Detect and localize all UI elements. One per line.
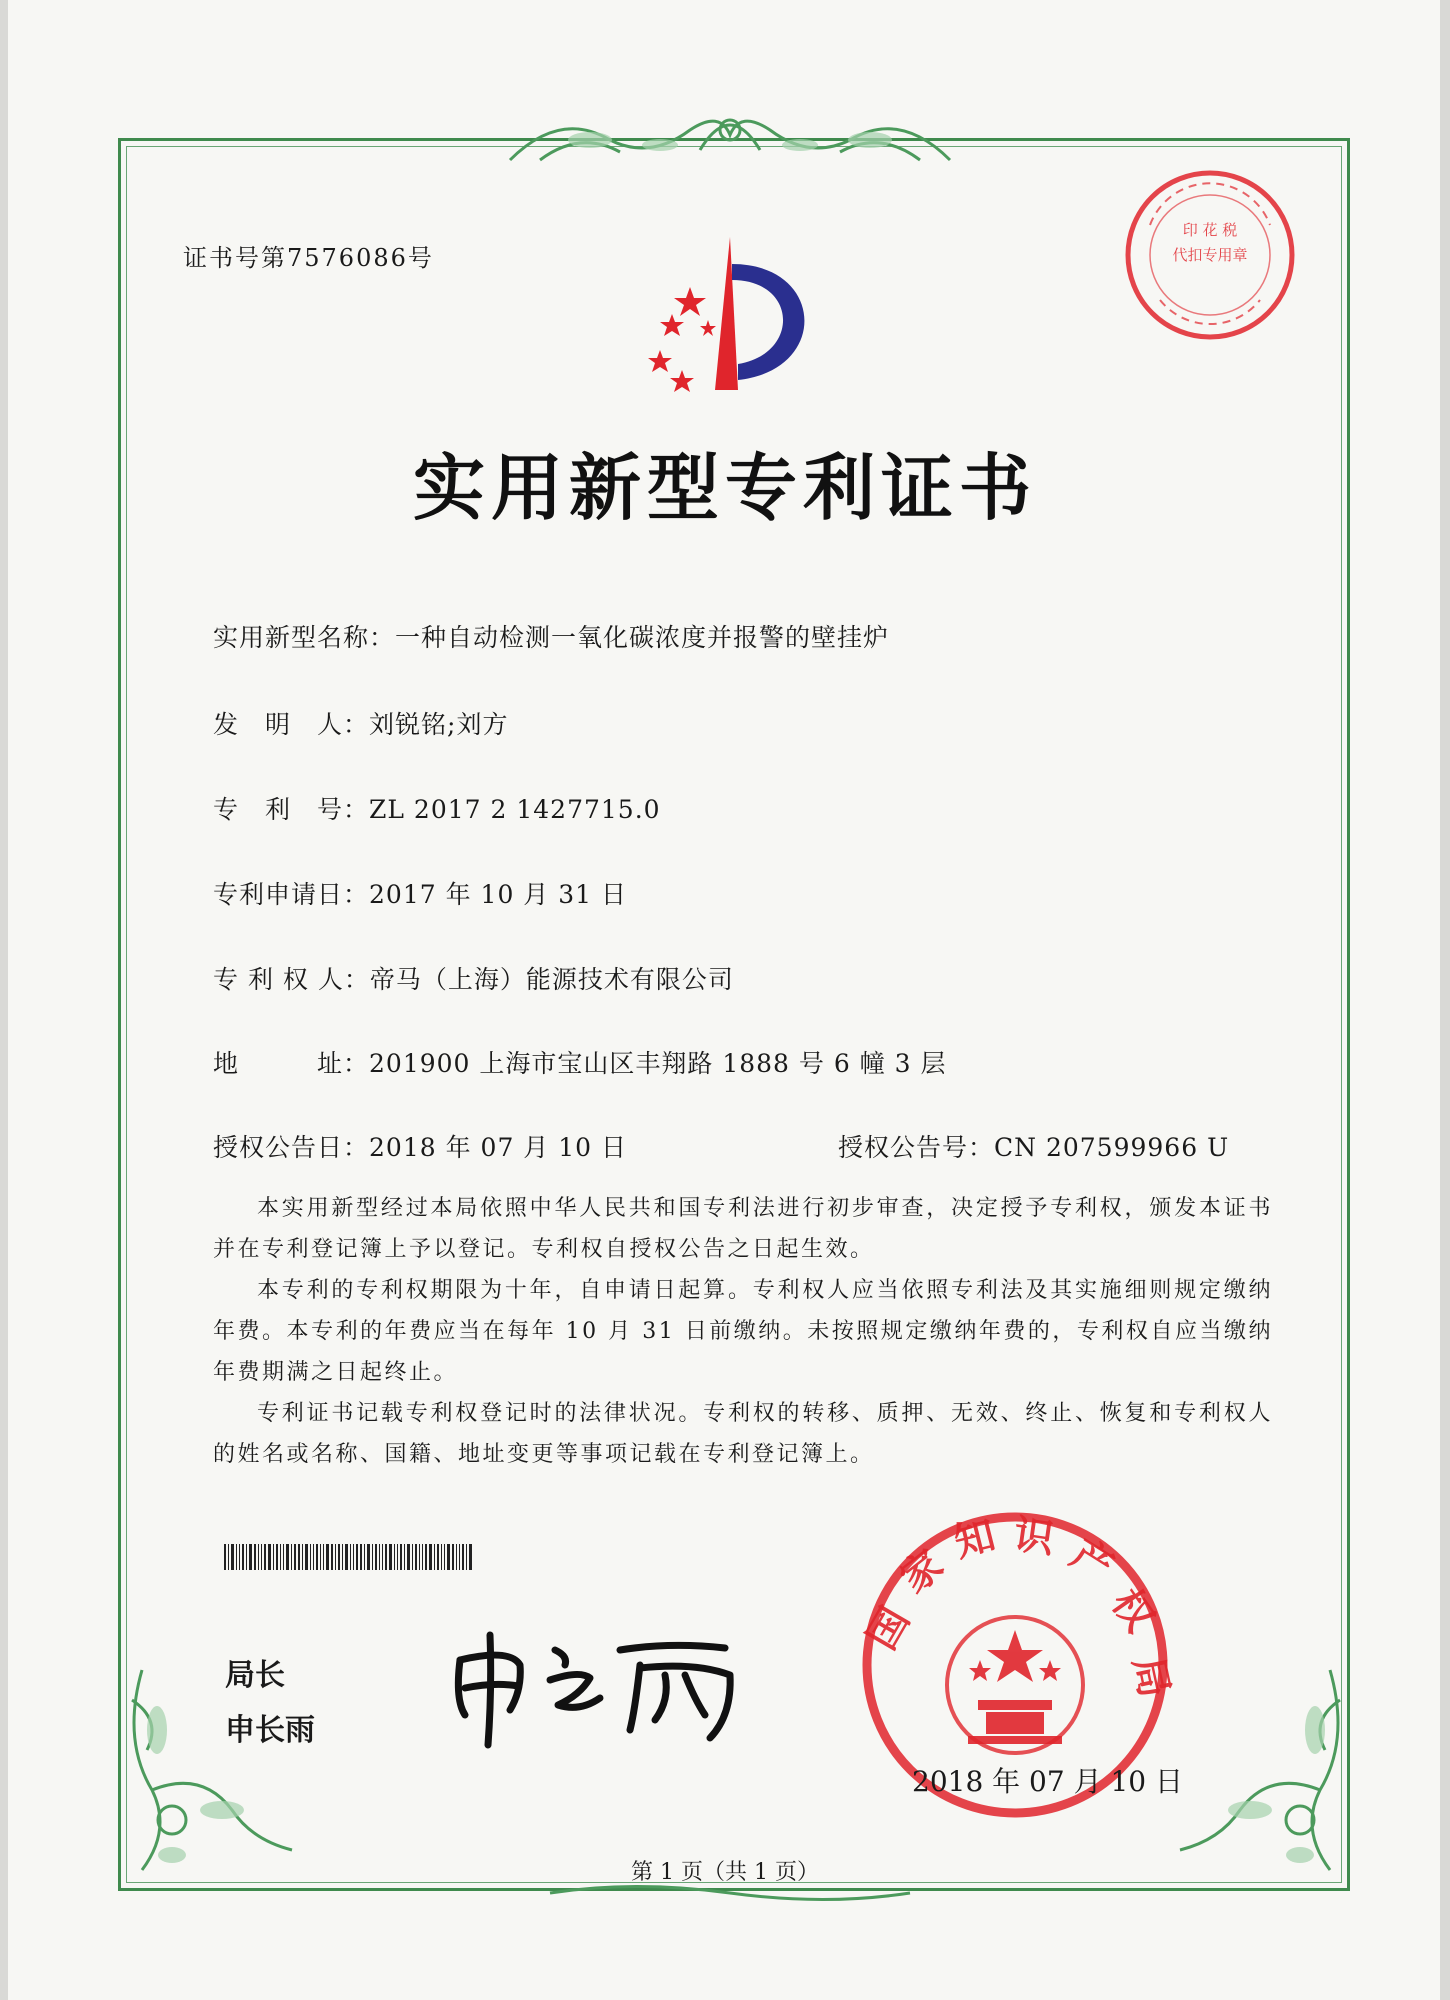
address-label: 地 址： <box>213 1049 370 1078</box>
barcode-bar <box>397 1544 398 1570</box>
barcode-bar <box>276 1544 278 1570</box>
svg-text:产: 产 <box>1062 1530 1122 1592</box>
barcode-bar <box>345 1544 348 1570</box>
barcode-bar <box>273 1544 274 1570</box>
barcode-bar <box>350 1544 351 1570</box>
page-number: 第 1 页（共 1 页） <box>631 1860 819 1885</box>
barcode-bar <box>254 1544 256 1570</box>
director-signature <box>440 1620 750 1750</box>
barcode-bar <box>335 1544 336 1570</box>
barcode-bar <box>294 1544 296 1570</box>
barcode-bar <box>425 1544 427 1570</box>
barcode-bar <box>313 1544 314 1570</box>
svg-text:局: 局 <box>1124 1652 1178 1702</box>
barcode-bar <box>412 1544 413 1570</box>
barcode-bar <box>382 1544 383 1570</box>
body-paragraph-1: 本实用新型经过本局依照中华人民共和国专利法进行初步审查，决定授予专利权，颁发本证书并在专利登记簿上予以登记。专利权自授权公告之日起生效。 <box>213 1196 1273 1262</box>
grant-number-value: CN 207599966 U <box>994 1133 1230 1162</box>
barcode-bar <box>372 1544 373 1570</box>
barcode-bar <box>268 1544 271 1570</box>
barcode-bar <box>261 1544 262 1570</box>
inventor-row <box>213 705 508 741</box>
barcode-bar <box>298 1544 300 1570</box>
barcode-bar <box>246 1544 247 1570</box>
patentee-row <box>213 960 734 996</box>
barcode-bar <box>469 1544 472 1570</box>
barcode-bar <box>286 1544 289 1570</box>
barcode-bar <box>326 1544 329 1570</box>
barcode-bar <box>459 1544 460 1570</box>
utility-model-name-value: 一种自动检测一氧化碳浓度并报警的壁挂炉 <box>395 623 890 652</box>
patentee-label: 专 利 权 人： <box>213 965 370 994</box>
inventor-label: 发 明 人： <box>213 710 370 739</box>
barcode-bar <box>462 1544 464 1570</box>
barcode-bar <box>415 1544 417 1570</box>
barcode-bar <box>379 1544 380 1570</box>
address-value: 201900 上海市宝山区丰翔路 1888 号 6 幢 3 层 <box>369 1049 947 1078</box>
grant-date-row <box>213 1128 627 1164</box>
body-paragraph-3: 专利证书记载专利权登记时的法律状况。专利权的转移、质押、无效、终止、恢复和专利权人的姓名或名称、国籍、地址变更等事项记载在专利登记簿上。 <box>213 1401 1273 1467</box>
top-ornament <box>500 100 960 180</box>
barcode-bar <box>242 1544 244 1570</box>
barcode-bar <box>407 1544 410 1570</box>
barcode-bar <box>231 1544 234 1570</box>
certificate-title: 实用新型专利证书 <box>412 445 1037 530</box>
svg-text:印 花 税: 印 花 税 <box>1182 221 1238 239</box>
address-row <box>213 1044 947 1080</box>
barcode-bar <box>447 1544 450 1570</box>
barcode-bar <box>394 1544 395 1570</box>
barcode-bar <box>367 1544 370 1570</box>
barcode-bar <box>444 1544 445 1570</box>
barcode-bar <box>239 1544 240 1570</box>
barcode <box>224 1544 574 1570</box>
barcode-bar <box>404 1544 405 1570</box>
barcode-bar <box>331 1544 333 1570</box>
barcode-bar <box>434 1544 435 1570</box>
barcode-bar <box>419 1544 420 1570</box>
sign-date: 2018 年 07 月 10 日 <box>912 1765 1184 1798</box>
grant-date-label: 授权公告日： <box>213 1133 370 1162</box>
barcode-bar <box>316 1544 318 1570</box>
grant-number-label: 授权公告号： <box>838 1133 995 1162</box>
svg-text:知: 知 <box>949 1512 1000 1567</box>
barcode-bar <box>236 1544 237 1570</box>
utility-model-name-row <box>213 618 889 654</box>
svg-text:权: 权 <box>1102 1580 1163 1641</box>
certificate-number: 证书号第7576086号 <box>183 244 434 272</box>
inventor-value: 刘锐铭;刘方 <box>369 710 509 739</box>
svg-text:家: 家 <box>892 1541 952 1603</box>
barcode-bar <box>228 1544 229 1570</box>
barcode-bar <box>441 1544 442 1570</box>
barcode-bar <box>422 1544 423 1570</box>
barcode-bar <box>429 1544 432 1570</box>
director-name: 申长雨 <box>225 1713 315 1748</box>
barcode-bar <box>360 1544 362 1570</box>
barcode-bar <box>338 1544 340 1570</box>
barcode-bar <box>302 1544 303 1570</box>
barcode-bar <box>258 1544 259 1570</box>
barcode-bar <box>305 1544 308 1570</box>
barcode-bar <box>353 1544 354 1570</box>
patentee-value: 帝马（上海）能源技术有限公司 <box>369 965 734 994</box>
utility-model-name-label: 实用新型名称： <box>213 623 396 652</box>
patent-number-label: 专 利 号： <box>213 795 370 824</box>
barcode-bar <box>452 1544 454 1570</box>
grant-number-row <box>838 1128 1229 1164</box>
barcode-bar <box>375 1544 377 1570</box>
filing-date-value: 2017 年 10 月 31 日 <box>369 880 627 909</box>
body-paragraph-2: 本专利的专利权期限为十年，自申请日起算。专利权人应当依照专利法及其实施细则规定缴纳年费。本专利的年费应当在每年 10 月 31 日前缴纳。未按照规定缴纳年费的，专利权自应当缴纳年费期满之日起终止。 <box>213 1278 1273 1385</box>
barcode-bar <box>389 1544 392 1570</box>
filing-date-row <box>213 875 627 911</box>
filing-date-label: 专利申请日： <box>213 880 370 909</box>
svg-text:代扣专用章: 代扣专用章 <box>1172 246 1248 264</box>
barcode-bar <box>249 1544 252 1570</box>
patent-office-logo-icon <box>620 232 830 397</box>
barcode-bar <box>342 1544 343 1570</box>
tax-stamp <box>1120 165 1300 345</box>
grant-date-value: 2018 年 07 月 10 日 <box>369 1133 627 1162</box>
svg-text:国: 国 <box>858 1599 919 1658</box>
barcode-bar <box>466 1544 467 1570</box>
patent-number-row <box>213 790 661 826</box>
barcode-bar <box>364 1544 365 1570</box>
patent-number-value: ZL 2017 2 1427715.0 <box>369 795 661 824</box>
barcode-bar <box>385 1544 387 1570</box>
barcode-bar <box>310 1544 311 1570</box>
barcode-bar <box>283 1544 284 1570</box>
barcode-bar <box>400 1544 402 1570</box>
barcode-bar <box>264 1544 266 1570</box>
barcode-bar <box>224 1544 226 1570</box>
barcode-bar <box>456 1544 457 1570</box>
barcode-bar <box>323 1544 324 1570</box>
barcode-bar <box>320 1544 321 1570</box>
barcode-bar <box>291 1544 292 1570</box>
barcode-bar <box>356 1544 358 1570</box>
director-title: 局长 <box>225 1658 285 1693</box>
barcode-bar <box>280 1544 281 1570</box>
svg-text:识: 识 <box>1010 1511 1057 1563</box>
barcode-bar <box>437 1544 439 1570</box>
